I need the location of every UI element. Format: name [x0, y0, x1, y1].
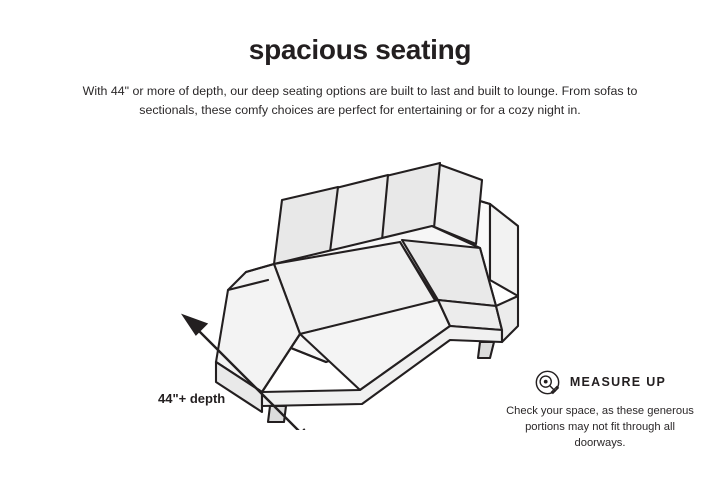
tape-measure-icon [534, 369, 561, 396]
measure-up-block [500, 368, 700, 452]
page-title: spacious seating [248, 34, 472, 65]
page-subcopy: With 44" or more of depth, our deep seating options are built to last and built to lounge. From sofas to sectionals, these comfy choices are perfect for entertaining or for a cozy night in. [82, 84, 638, 118]
depth-dimension-label: 44"+ depth [158, 391, 226, 406]
measure-up-note: Check your space, as these generous portions may not fit through all doorways. [506, 405, 694, 450]
measure-up-title: MEASURE UP [569, 375, 667, 389]
